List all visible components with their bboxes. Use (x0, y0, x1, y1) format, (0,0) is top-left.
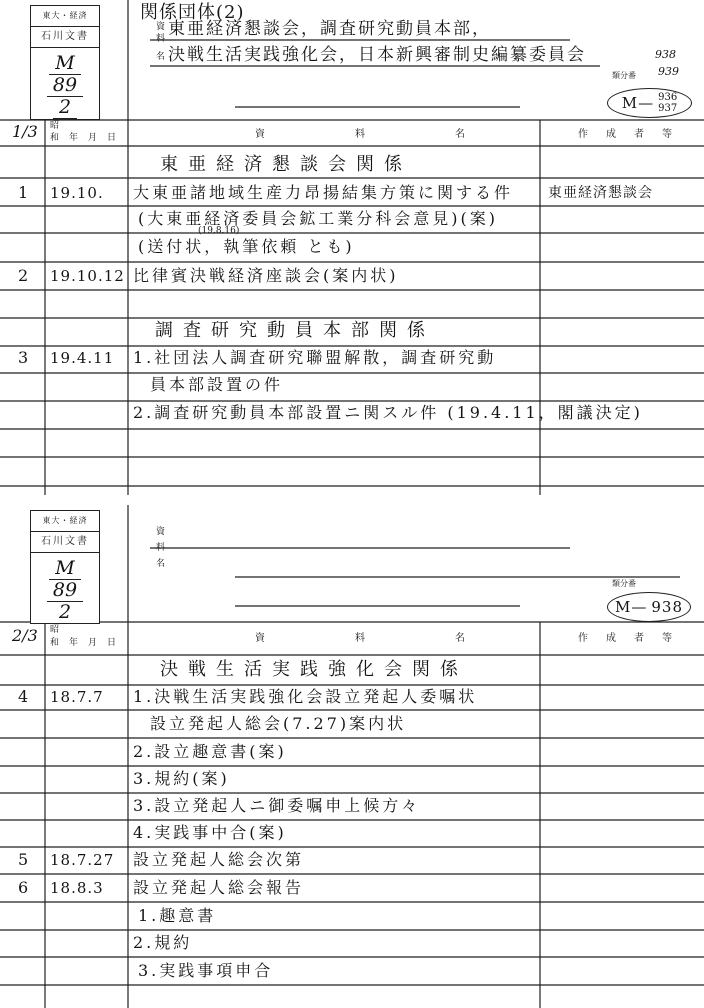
entry-author: 東亜経済懇談会 (548, 185, 653, 201)
entry-text: 設立発起人総会(7.27)案内状 (150, 714, 407, 733)
class-code-number: 938 (651, 598, 683, 616)
entry-text: 3.設立発起人ニ御委嘱申上候方々 (133, 796, 421, 815)
header-material: 資料名 (255, 633, 555, 644)
class-note: 939 (658, 65, 679, 78)
call-letter: M (49, 52, 80, 75)
stamp-affiliation: 東大・経済 (31, 6, 99, 27)
stamp-affiliation: 東大・経済 (31, 511, 99, 532)
entry-number: 6 (18, 878, 29, 897)
entry-text: 3.規約(案) (133, 769, 230, 788)
material-label-char: 名 (156, 52, 166, 62)
entry-date: 19.10. (50, 184, 104, 202)
call-number (31, 553, 99, 623)
entry-text: (送付状，執筆依頼 とも) (138, 237, 355, 256)
archive-stamp (30, 510, 100, 624)
material-label-char: 料 (156, 543, 166, 553)
header-author: 作成者等 (578, 633, 690, 644)
call-sub: 2 (53, 96, 77, 119)
call-number-value: 89 (47, 579, 83, 602)
entry-text: 設立発起人総会次第 (133, 850, 305, 869)
entry-date: 18.8.3 (50, 879, 104, 897)
class-code-prefix: M— (621, 94, 655, 112)
entry-text: (大東亜経済委員会鉱工業分科会意見)(案) (138, 209, 498, 228)
entry-number: 1 (18, 183, 29, 202)
class-code-number: 937 (658, 103, 678, 114)
material-label-char: 資 (156, 22, 166, 32)
entry-number: 2 (18, 266, 29, 285)
entry-date: 18.7.7 (50, 688, 104, 706)
entry-text: 1.決戦生活実践強化会設立発起人委嘱状 (133, 687, 478, 706)
entry-number: 4 (18, 687, 29, 706)
material-label-char: 資 (156, 527, 166, 537)
class-code-numbers (658, 92, 677, 114)
section-heading: 東亜経済懇談会関係 (160, 154, 412, 175)
entry-text: 3.実践事項申合 (138, 961, 274, 980)
header-era: 昭 (50, 625, 60, 635)
header-era: 昭 (50, 121, 60, 131)
class-code-oval (607, 88, 692, 118)
entry-date: 18.7.27 (50, 851, 115, 869)
material-label-char: 料 (156, 34, 166, 44)
class-code-prefix: M— (615, 598, 648, 616)
entry-date: 19.10.12 (50, 267, 125, 285)
class-note: 938 (655, 48, 676, 61)
entry-text: 2.設立趣意書(案) (133, 742, 287, 761)
sheet-number: 1/3 (12, 122, 38, 141)
header-author: 作成者等 (578, 129, 690, 140)
class-label: 類分番 (612, 71, 636, 80)
header-date: 和年月日 (50, 638, 127, 648)
entry-text: 4.実践事中合(案) (133, 823, 287, 842)
header-date: 和年月日 (50, 133, 127, 143)
call-number-value: 89 (47, 74, 83, 97)
entry-text: 大東亜諸地域生産力昂揚結集方策に関する件 (133, 183, 514, 202)
entry-note: (19.8.16) (198, 226, 240, 236)
entry-number: 3 (18, 348, 29, 367)
archive-stamp (30, 5, 100, 120)
entry-text: 設立発起人総会報告 (133, 878, 305, 897)
call-number (31, 48, 99, 118)
material-label-char: 名 (156, 559, 166, 569)
class-label: 類分番 (612, 579, 636, 588)
card-title: 関係団体(2) (140, 2, 245, 23)
stamp-collection: 石川文書 (31, 532, 99, 553)
entry-text: 1.社団法人調査研究聯盟解散，調査研究動 (133, 348, 497, 367)
call-letter: M (49, 557, 80, 580)
material-line: 東亜経済懇談会，調査研究動員本部， (168, 19, 491, 39)
call-sub: 2 (53, 601, 77, 624)
entry-text: 1.趣意書 (138, 906, 217, 925)
entry-date: 19.4.11 (50, 349, 115, 367)
entry-text: 2.規約 (133, 933, 193, 952)
entry-text: 比律賓決戦経済座談会(案内状) (133, 266, 399, 285)
section-heading: 決戦生活実践強化会関係 (160, 659, 468, 680)
section-heading: 調査研究動員本部関係 (155, 320, 435, 341)
entry-text: 2.調査研究動員本部設置ニ関スル件 (19.4.11，閣議決定) (133, 403, 643, 422)
class-code-oval (607, 592, 691, 622)
material-line: 決戦生活実践強化会，日本新興審制史編纂委員会 (168, 45, 586, 65)
entry-text: 員本部設置の件 (150, 375, 284, 394)
sheet-number: 2/3 (12, 626, 38, 645)
stamp-collection: 石川文書 (31, 27, 99, 48)
header-material: 資料名 (255, 129, 555, 140)
class-code-number: 936 (658, 92, 678, 103)
entry-number: 5 (18, 850, 29, 869)
